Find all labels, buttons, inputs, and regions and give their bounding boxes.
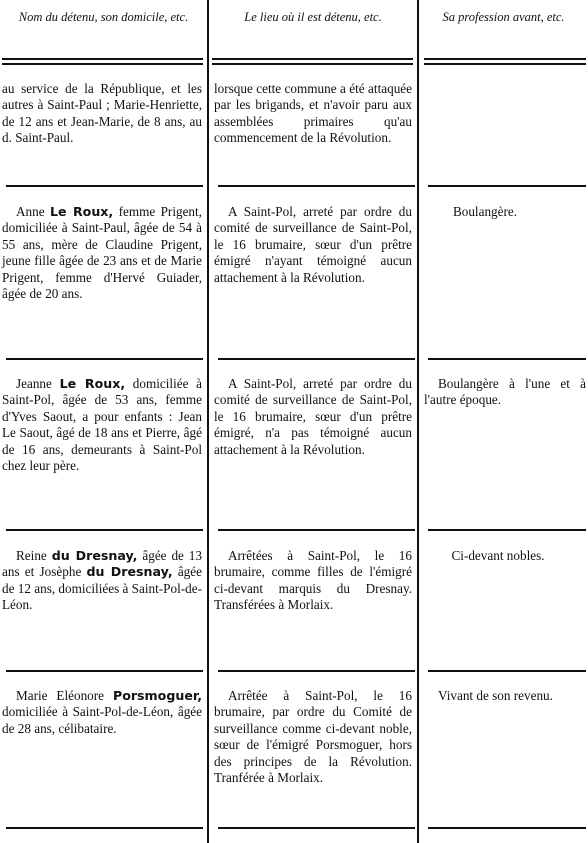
header-rule-1	[2, 58, 203, 60]
column-divider-2	[417, 0, 419, 843]
row-4-name-post: domiciliée à Saint-Pol-de-Léon, âgée de 28 ans, célibataire.	[2, 704, 202, 736]
row-4-rule-3	[428, 827, 586, 829]
row-4-name	[2, 688, 202, 737]
row-1-rule-3	[428, 358, 586, 360]
row-3-surname-2: du Dresnay,	[86, 564, 173, 580]
row-1-profession: Boulangère.	[452, 204, 518, 219]
row-4-rule-2	[218, 827, 415, 829]
row-3-name-post: âgée de 12 ans, domiciliées à Saint-Pol-de-Léon.	[2, 564, 202, 613]
row-2-surname: Le Roux,	[59, 376, 126, 391]
row-3-surname: du Dresnay,	[51, 548, 138, 563]
row-1-name-pre: Anne	[16, 204, 50, 219]
row-3-rule-2	[218, 670, 415, 672]
row-3-profession: Ci-devant nobles.	[451, 548, 545, 563]
row-0-place: lorsque cette commune a été attaquée par les brigands, et n'avoir paru aux assemblées primaires qu'au commencement de la Révolution.	[214, 81, 412, 146]
row-2-profession: Boulangère à l'une et à l'autre époque.	[424, 376, 586, 408]
row-3-name-mid: âgée de 13 ans et Josèphe	[2, 548, 202, 580]
header-rule-3b	[424, 63, 586, 65]
row-1-name	[2, 204, 202, 302]
row-0-name: au service de la République, et les autres à Saint-Paul ; Marie-Henriette, de 12 ans et Jean-Marie, de 8 ans, au d. Saint-Paul.	[2, 81, 202, 146]
header-detention-place: Le lieu où il est détenu, etc.	[244, 10, 382, 24]
row-2-rule-1	[6, 529, 203, 531]
row-3-place: Arrêtées à Saint-Pol, le 16 brumaire, comme filles de l'émigré ci-devant marquis du Dresnay. Transférées à Morlaix.	[214, 548, 412, 613]
row-4-name-pre: Marie Eléonore	[16, 688, 113, 703]
row-3-name	[2, 548, 202, 614]
header-detainee-name: Nom du détenu, son domicile, etc.	[18, 10, 189, 24]
row-1-surname: Le Roux,	[49, 204, 114, 219]
row-2-name-pre: Jeanne	[16, 376, 60, 391]
row-0-rule-1	[6, 185, 203, 187]
row-0-rule-3	[428, 185, 586, 187]
row-4-place: Arrêtée à Saint-Pol, le 16 brumaire, par ordre du Comité de surveillance comme ci-devant noble, sœur de l'émigré Porsmoguer, hors des principes de la Révolution. Tranférée à Morlaix.	[214, 688, 412, 786]
row-1-name-post: femme Prigent, domiciliée à Saint-Paul, âgée de 54 à 55 ans, mère de Claudine Prigent, jeune fille âgée de 23 ans et de Marie Prigent, femme d'Hervé Guiader, âgée de 20 ans.	[2, 204, 202, 302]
row-4-profession: Vivant de son revenu.	[438, 688, 553, 703]
row-0-rule-2	[218, 185, 415, 187]
row-1-rule-1	[6, 358, 203, 360]
row-3-rule-1	[6, 670, 203, 672]
header-rule-2b	[212, 63, 413, 65]
header-profession: Sa profession avant, etc.	[442, 10, 565, 24]
row-2-rule-2	[218, 529, 415, 531]
row-2-rule-3	[428, 529, 586, 531]
row-1-place: A Saint-Pol, arreté par ordre du comité de surveillance de Saint-Pol, le 16 brumaire, sœur d'un prêtre émigré n'ayant témoigné aucun attachement à la Révolution.	[214, 204, 412, 285]
header-rule-1b	[2, 63, 203, 65]
row-4-surname: Porsmoguer,	[112, 688, 202, 703]
table-header	[0, 0, 588, 60]
row-3-rule-3	[428, 670, 586, 672]
header-rule-3	[424, 58, 586, 60]
header-rule-2	[212, 58, 413, 60]
row-2-place: A Saint-Pol, arreté par ordre du comité de surveillance de Saint-Pol, le 16 brumaire, sœur d'un prêtre émigré, n'a pas témoigné aucun attachement à la Révolution.	[214, 376, 412, 457]
row-3-name-pre: Reine	[16, 548, 52, 563]
row-2-name	[2, 376, 202, 474]
column-divider-1	[207, 0, 209, 843]
row-4-rule-1	[6, 827, 203, 829]
row-1-rule-2	[218, 358, 415, 360]
row-2-name-post: domiciliée à Saint-Pol, âgée de 53 ans, femme d'Yves Saout, a pour enfants : Jean Le Saout, âgé de 18 ans et Pierre, âgé de 16 ans, demeurants à Saint-Pol chez leur père.	[2, 376, 202, 474]
